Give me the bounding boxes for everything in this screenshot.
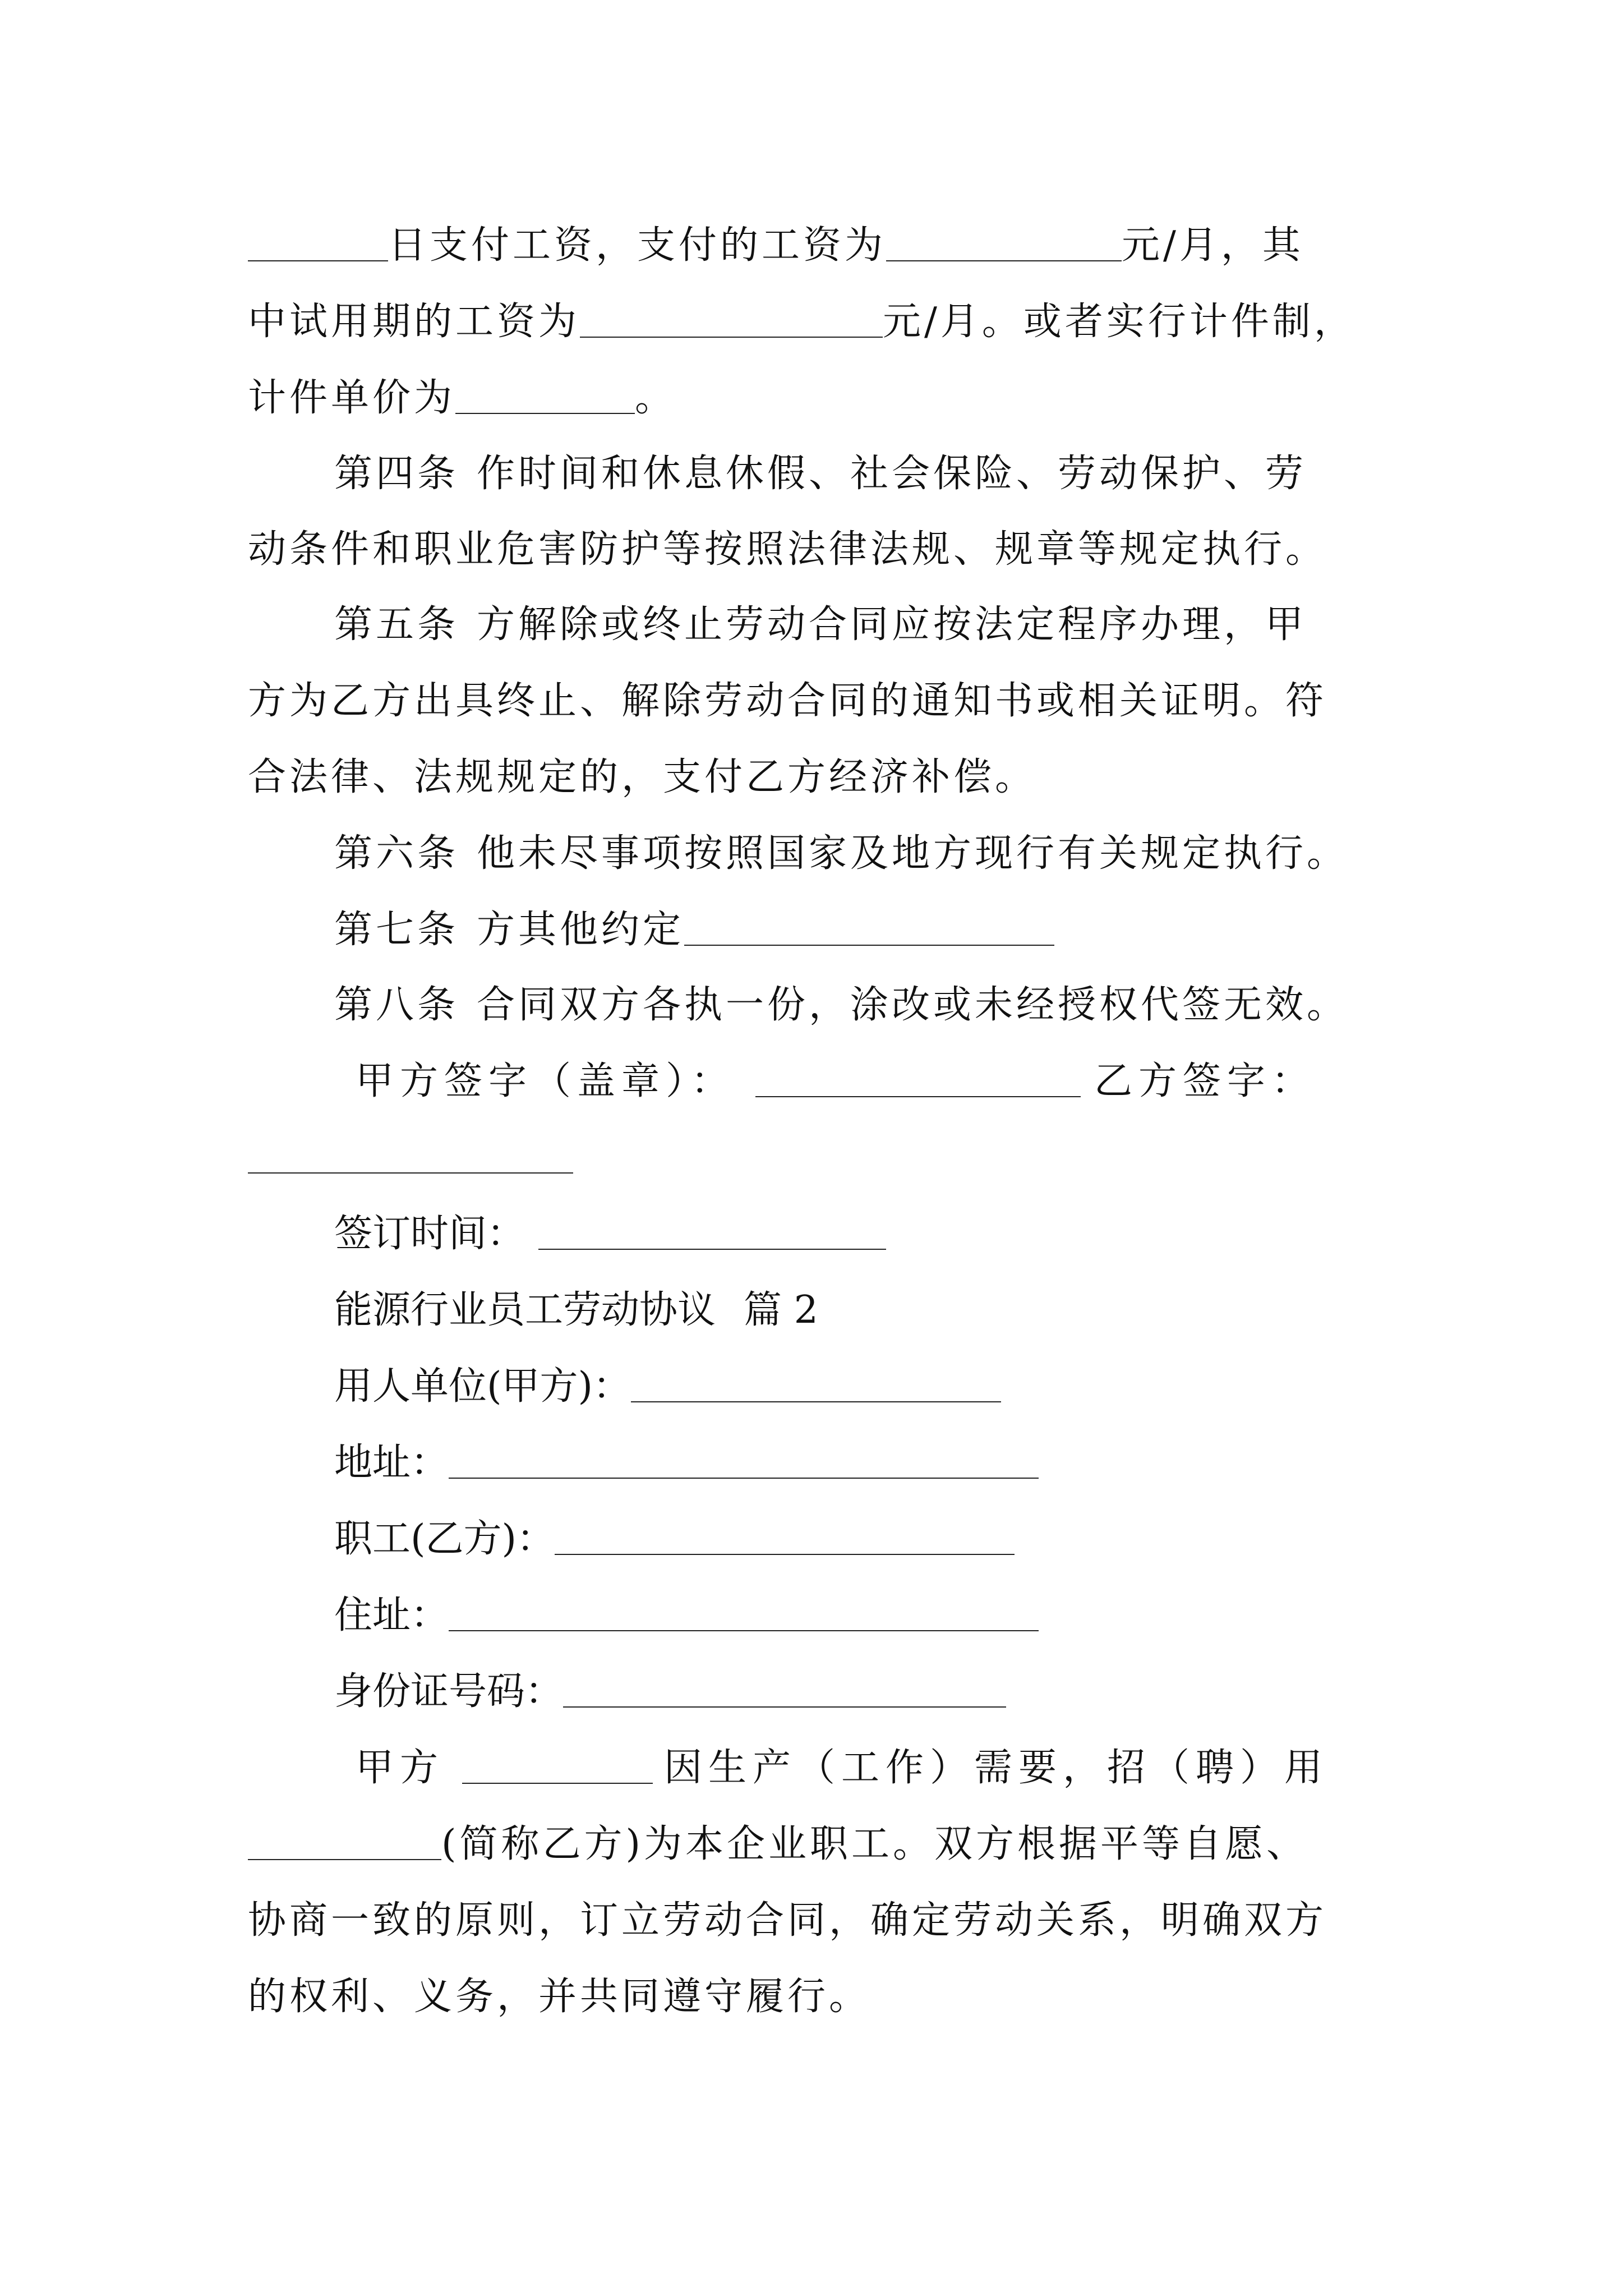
id-number-line [334, 1669, 1403, 1714]
monthly-wage-blank [886, 228, 1122, 261]
article-7-text: 方其他约定 [477, 908, 685, 952]
monthly-wage-unit: 元/月，其 [1122, 223, 1304, 268]
piece-rate-blank [455, 380, 635, 414]
article-5-heading: 第五条 [334, 602, 459, 647]
article-8-line [334, 983, 1433, 1027]
piece-rate-line [248, 376, 1403, 420]
signing-date-label: 签订时间： [334, 1212, 525, 1256]
article-5-line-1 [334, 602, 1403, 647]
id-number-label: 身份证号码： [334, 1669, 564, 1714]
article-4-heading: 第四条 [334, 452, 459, 496]
signing-date-blank [538, 1216, 886, 1250]
employer-line [334, 1364, 1403, 1409]
employee-line [334, 1517, 1403, 1561]
probation-wage-line [248, 300, 1403, 344]
agreement-title: 能源行业员工劳动协议 [334, 1288, 716, 1332]
payday-blank [248, 228, 388, 261]
id-number-blank [563, 1674, 1006, 1708]
article-6-text: 他未尽事项按照国家及地方现行有关规定执行。 [477, 831, 1349, 876]
employee-blank [555, 1521, 1015, 1555]
wage-payment-line [248, 223, 1403, 268]
wage-payment-text: 日支付工资，支付的工资为 [388, 223, 887, 268]
signing-date-line [334, 1212, 1403, 1256]
article-5-text-cont: 方为乙方出具终止、解除劳动合同的通知书或相关证明。符 [248, 679, 1327, 723]
probation-wage-text: 中试用期的工资为 [248, 300, 580, 344]
article-5-line-2 [248, 679, 1403, 723]
article-4-line-2 [248, 527, 1403, 572]
employer-address-blank [449, 1445, 1039, 1479]
piecework-text: 元/月。或者实行计件制， [883, 300, 1355, 344]
employee-name-blank [248, 1826, 441, 1860]
article-8-heading: 第八条 [334, 983, 459, 1027]
employee-address-line [334, 1593, 1403, 1637]
hiring-party-a-blank [462, 1750, 653, 1784]
article-4-text-cont: 动条件和职业危害防护等按照法律法规、规章等规定执行。 [248, 527, 1327, 572]
article-5-text-end: 合法律、法规规定的，支付乙方经济补偿。 [248, 755, 1037, 799]
party-a-signature-blank [755, 1064, 1081, 1097]
employer-blank [631, 1369, 1001, 1402]
hiring-line-2 [248, 1822, 1403, 1866]
employer-address-label: 地址： [334, 1441, 449, 1485]
hiring-party-a: 甲方 [356, 1746, 445, 1790]
hiring-line-3 [248, 1898, 1403, 1943]
party-b-signature-blank [248, 1140, 573, 1174]
employee-address-label: 住址： [334, 1593, 449, 1637]
part-number: 篇 2 [744, 1288, 818, 1332]
hiring-text-3: 协商一致的原则，订立劳动合同，确定劳动关系，明确双方 [248, 1898, 1327, 1943]
hiring-text-2: (简称乙方)为本企业职工。双方根据平等自愿、 [441, 1822, 1308, 1866]
article-4-line-1 [334, 452, 1403, 496]
article-6-heading: 第六条 [334, 831, 459, 876]
signature-line [356, 1059, 1403, 1103]
article-8-text: 合同双方各执一份，涂改或未经授权代签无效。 [477, 983, 1349, 1027]
party-a-signature-label: 甲方签字（盖章）： [356, 1059, 736, 1103]
article-7-heading: 第七条 [334, 908, 459, 952]
article-5-text: 方解除或终止劳动合同应按法定程序办理，甲 [477, 602, 1307, 647]
piece-rate-end: 。 [635, 376, 674, 420]
hiring-text-4: 的权利、义务，并共同遵守履行。 [248, 1975, 871, 2019]
party-b-signature-blank-line [248, 1139, 1403, 1177]
agreement-part-2-heading [334, 1288, 1403, 1332]
article-5-line-3 [248, 755, 1403, 799]
piece-rate-text: 计件单价为 [248, 376, 456, 420]
hiring-text: 因生产（工作）需要，招（聘）用 [664, 1746, 1329, 1790]
employee-address-blank [449, 1598, 1039, 1631]
employer-label: 用人单位(甲方)： [334, 1364, 631, 1409]
probation-wage-blank [580, 304, 883, 338]
party-b-signature-label: 乙方签字： [1094, 1059, 1316, 1103]
hiring-line-1 [356, 1746, 1403, 1790]
article-4-text: 作时间和休息休假、社会保险、劳动保护、劳 [477, 452, 1307, 496]
article-6-line [334, 831, 1433, 876]
employee-label: 职工(乙方)： [334, 1517, 555, 1561]
employer-address-line [334, 1441, 1403, 1485]
article-7-line [334, 908, 1403, 952]
other-agreement-blank [684, 912, 1054, 946]
hiring-line-4 [248, 1975, 1403, 2019]
